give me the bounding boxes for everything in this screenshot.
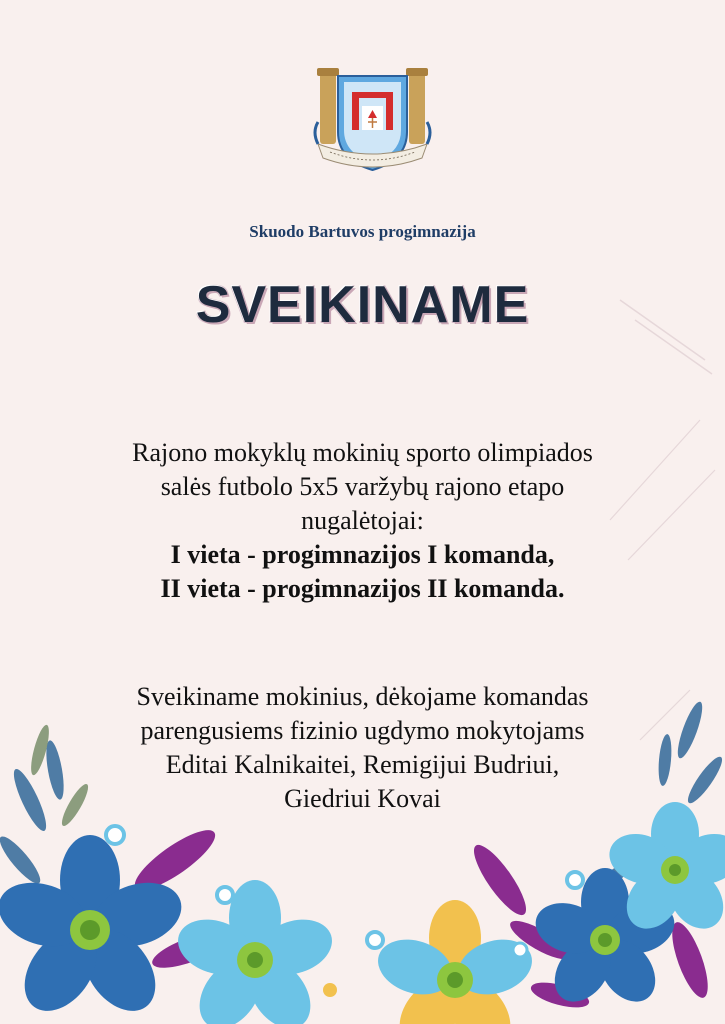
thanks-line: parengusiems fizinio ugdymo mokytojams	[140, 716, 585, 745]
school-crest-icon	[310, 62, 435, 187]
announcement-line: nugalėtojai:	[301, 506, 424, 535]
thanks-line: Sveikiname mokinius, dėkojame komandas	[136, 682, 589, 711]
second-place-line: II vieta - progimnazijos II komanda.	[160, 574, 565, 603]
thanks-line: Editai Kalnikaitei, Remigijui Budriui,	[165, 750, 560, 779]
announcement-paragraph	[40, 436, 685, 606]
announcement-line: salės futbolo 5x5 varžybų rajono etapo	[160, 472, 565, 501]
flower-border-decoration	[0, 690, 725, 1024]
announcement-line: Rajono mokyklų mokinių sporto olimpiados	[132, 438, 593, 467]
page-title: SVEIKINAME	[195, 276, 530, 334]
thanks-line: Giedriui Kovai	[284, 784, 441, 813]
first-place-line: I vieta - progimnazijos I komanda,	[170, 540, 555, 569]
school-name: Skuodo Bartuvos progimnazija	[249, 222, 476, 241]
